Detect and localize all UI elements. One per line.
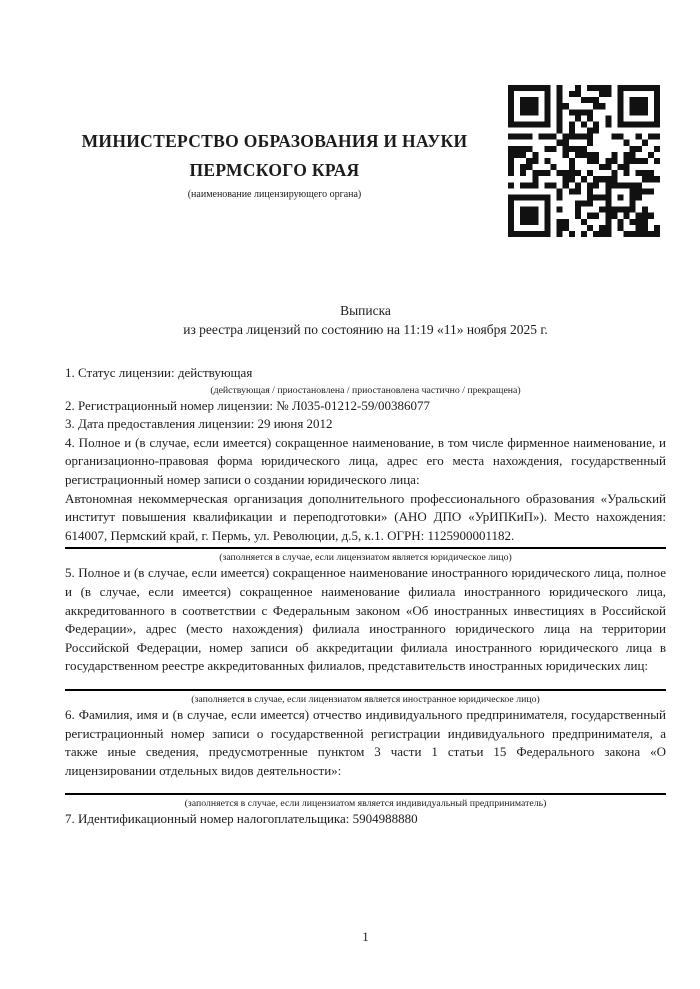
document-title-line2: из реестра лицензий по состоянию на 11:19 «11» ноября 2025 г. xyxy=(183,321,548,337)
ministry-name-line2: ПЕРМСКОГО КРАЯ xyxy=(189,160,360,180)
document-title-line1: Выписка xyxy=(340,303,391,318)
document-title xyxy=(65,302,666,339)
ministry-caption: (наименование лицензирующего органа) xyxy=(187,189,362,200)
item-4-caption: (заполняется в случае, если лицензиатом является юридическое лицо) xyxy=(219,552,512,564)
ministry-header xyxy=(62,127,487,201)
item-4-legal-entity-label: 4. Полное и (в случае, если имеется) сокращенное наименование, в том числе фирменное наименование, и организационно-правовая форма юридического лица, адрес его места нахождения, государственный регистрационный номер записи о создании юридического лица: xyxy=(65,434,666,487)
item-4-fill-line xyxy=(65,547,666,549)
item-7-taxpayer-number: 7. Идентификационный номер налогоплательщика: 5904988880 xyxy=(65,811,418,827)
item-5-caption: (заполняется в случае, если лицензиатом является иностранное юридическое лицо) xyxy=(191,693,540,705)
item-5-fill-line xyxy=(65,689,666,691)
item-6-entrepreneur-label: 6. Фамилия, имя и (в случае, если имеется) отчество индивидуального предпринимателя, государственный регистрационный номер записи о государственной регистрации индивидуального предпринимателя, а также иные сведения, предусмотренные пунктом 3 части 1 статьи 15 Федерального закона «О лицензировании отдельных видов деятельности»: xyxy=(65,706,666,778)
item-1-license-status: 1. Статус лицензии: действующая xyxy=(65,365,253,380)
item-5-foreign-entity-label: 5. Полное и (в случае, если имеется) сокращенное наименование иностранного юридического лица, полное и (в случае, если имеется) сокращенное наименование филиала иностранного юридического лица, аккредитованного в соответствии с Федеральным законом «Об иностранных инвестициях в Российской Федерации», адрес (место нахождения) филиала иностранного юридического лица на территории Российской Федерации, номер записи об аккредитации филиала иностранного юридического лица в государственном реестре аккредитованных филиалов, представительств иностранных юридических лиц: xyxy=(65,565,666,674)
document-body xyxy=(65,364,666,829)
item-2-registration-number: 2. Регистрационный номер лицензии: № Л035-01212-59/00386077 xyxy=(65,397,431,413)
page-number: 1 xyxy=(362,929,369,944)
item-6-caption: (заполняется в случае, если лицензиатом является индивидуальный предприниматель) xyxy=(184,798,547,810)
item-6-fill-line xyxy=(65,793,666,795)
qr-code-icon xyxy=(508,85,660,237)
item-1-caption: (действующая / приостановлена / приостановлена частично / прекращена) xyxy=(210,384,521,396)
item-3-license-date: 3. Дата предоставления лицензии: 29 июня 2012 xyxy=(65,416,333,432)
ministry-name xyxy=(62,127,487,185)
ministry-name-line1: МИНИСТЕРСТВО ОБРАЗОВАНИЯ И НАУКИ xyxy=(81,131,468,151)
qr-code-image xyxy=(508,85,660,237)
item-4-legal-entity-value: Автономная некоммерческая организация дополнительного профессионального образования «Уральский институт повышения квалификации и переподготовки» (АНО ДПО «УрИПКиП»). Место нахождения: 614007, Пермский край, г. Пермь, ул. Революции, д.5, к.1. ОГРН: 1125900001182. xyxy=(65,490,666,543)
